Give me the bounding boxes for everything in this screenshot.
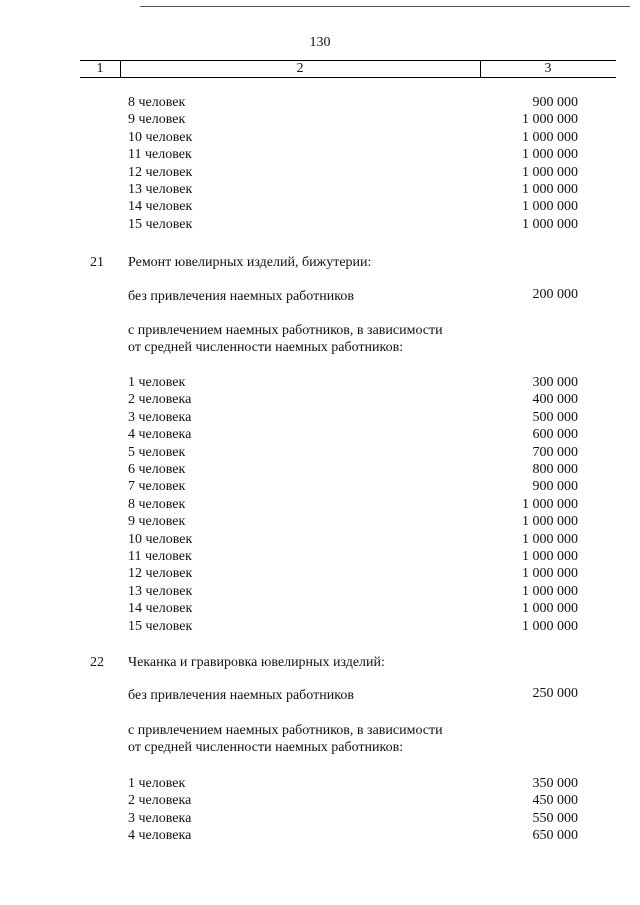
section-22-title: Чеканка и гравировка ювелирных изделий: (128, 655, 385, 670)
section-21-no-hire-label: без привлечения наемных работников (128, 289, 354, 304)
continued-row-label: 8 человек (128, 95, 186, 110)
section-21-no-hire-value: 200 000 (532, 287, 578, 302)
section-21-row-label: 8 человек (128, 496, 186, 512)
section-21-row-value: 1 000 000 (522, 618, 578, 634)
page-number: 130 (309, 35, 331, 50)
table-header (80, 60, 616, 78)
header-col-1: 1 (96, 61, 104, 76)
section-21-row-value: 1 000 000 (522, 566, 578, 582)
section-21-row-value: 300 000 (532, 375, 578, 390)
section-21-row-label: 3 человека (128, 409, 192, 425)
section-22-row-label: 3 человека (128, 810, 192, 826)
continued-row-value: 1 000 000 (522, 129, 578, 145)
section-21-row-label: 14 человек (128, 601, 193, 617)
continued-row-value: 1 000 000 (522, 147, 578, 163)
section-22-no-hire-value: 250 000 (532, 686, 578, 701)
header-col-2: 2 (296, 61, 304, 76)
continued-row-value: 1 000 000 (522, 199, 578, 215)
section-21-row-label: 12 человек (128, 566, 193, 582)
section-22-row-value: 550 000 (532, 810, 578, 826)
section-21-row-value: 700 000 (532, 444, 578, 460)
section-22-with-hire-line2: от средней численности наемных работников: (128, 740, 404, 755)
section-21-row-value: 1 000 000 (522, 531, 578, 547)
section-21-row-value: 1 000 000 (522, 514, 578, 530)
section-21-row-value: 1 000 000 (522, 583, 578, 599)
section-21-row-label: 15 человек (128, 618, 193, 634)
section-21-row-value: 600 000 (532, 427, 578, 443)
section-22-with-hire-line1: с привлечением наемных работников, в зависимости (128, 723, 443, 738)
section-21-row-label: 10 человек (128, 531, 193, 547)
section-22-row-value: 650 000 (532, 828, 578, 844)
section-21-title: Ремонт ювелирных изделий, бижутерии: (128, 255, 372, 270)
section-21-with-hire-line2: от средней численности наемных работников: (128, 340, 404, 355)
continued-row-value: 1 000 000 (522, 112, 578, 128)
section-21-row-value: 800 000 (532, 462, 578, 477)
section-21-row-label: 5 человек (128, 444, 186, 460)
top-rule (140, 6, 630, 7)
continued-row-value: 900 000 (532, 95, 578, 110)
continued-row-label: 15 человек (128, 216, 193, 232)
section-21-row-value: 400 000 (532, 392, 578, 408)
section-21-row-value: 500 000 (532, 409, 578, 425)
section-21-row-value: 1 000 000 (522, 549, 578, 564)
section-22-row-label: 2 человека (128, 793, 192, 809)
section-21-row-label: 4 человека (128, 427, 192, 443)
continued-row-value: 1 000 000 (522, 182, 578, 197)
section-22-no-hire-label: без привлечения наемных работников (128, 688, 354, 703)
continued-row-value: 1 000 000 (522, 216, 578, 232)
section-21-row-label: 6 человек (128, 462, 186, 477)
section-21-row-value: 1 000 000 (522, 496, 578, 512)
continued-row-label: 14 человек (128, 199, 193, 215)
continued-row-label: 9 человек (128, 112, 186, 128)
section-21-row-value: 900 000 (532, 479, 578, 495)
section-22-row-value: 350 000 (532, 776, 578, 791)
section-21-row-label: 11 человек (128, 549, 192, 564)
section-22-number: 22 (90, 655, 104, 670)
continued-row-label: 11 человек (128, 147, 192, 163)
section-22-row-label: 1 человек (128, 776, 186, 791)
continued-row-label: 13 человек (128, 182, 193, 197)
section-21-row-label: 13 человек (128, 583, 193, 599)
section-21-row-label: 1 человек (128, 375, 186, 390)
continued-row-value: 1 000 000 (522, 164, 578, 180)
section-21-row-label: 7 человек (128, 479, 186, 495)
section-21-row-value: 1 000 000 (522, 601, 578, 617)
section-21-with-hire-line1: с привлечением наемных работников, в зависимости (128, 323, 443, 338)
header-col-3: 3 (544, 61, 552, 76)
continued-row-label: 10 человек (128, 129, 193, 145)
section-22-row-label: 4 человека (128, 828, 192, 844)
continued-row-label: 12 человек (128, 164, 193, 180)
section-21-row-label: 9 человек (128, 514, 186, 530)
section-21-row-label: 2 человека (128, 392, 192, 408)
section-22-row-value: 450 000 (532, 793, 578, 809)
section-21-number: 21 (90, 255, 104, 270)
